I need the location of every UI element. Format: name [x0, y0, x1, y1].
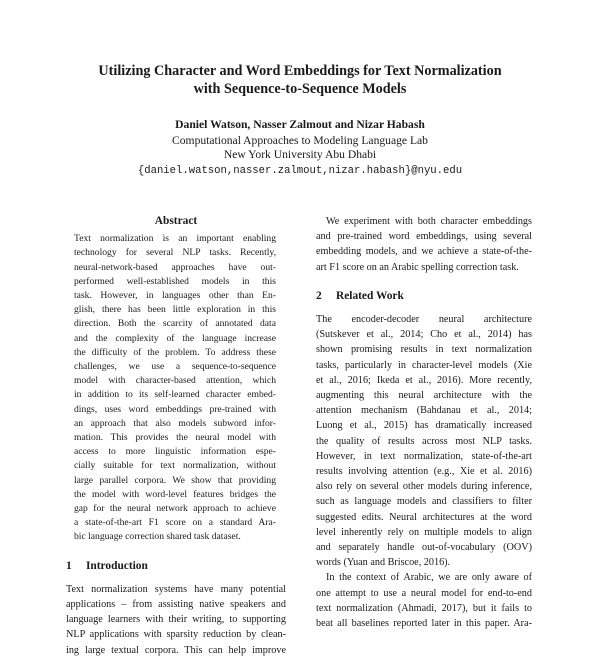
related-work-paragraph: [316, 312, 532, 570]
paragraph-line: words (Yuan and Briscoe, 2016).: [316, 557, 451, 569]
paragraph-line: applications – from assisting native speakers and: [66, 599, 286, 611]
abstract-line: and the complexity of the language increase: [74, 332, 276, 344]
paragraph-line: level inherently rely on multiple models to align: [316, 526, 532, 538]
paragraph-line: ing large textual corpora. This can help improve: [66, 644, 286, 656]
abstract-line: an approach that also models subword infor-: [74, 417, 276, 429]
abstract-line: neural-network-based approaches have out-: [74, 261, 276, 273]
paper-title: [60, 62, 540, 98]
abstract-line: a state-of-the-art F1 score on a standard Ara-: [74, 517, 276, 529]
abstract-line: task. However, in languages other than En-: [74, 290, 276, 302]
introduction-paragraph: [66, 582, 286, 658]
paragraph-line: NLP applications with sparsity reduction by clean-: [66, 629, 286, 641]
author-names: Daniel Watson, Nasser Zalmout and Nizar Habash: [175, 118, 425, 131]
abstract-line: direction. Both the scarcity of annotated data: [74, 318, 276, 330]
abstract-line: mation. This provides the neural model with: [74, 432, 276, 444]
abstract-line: the difficulty of the problem. To address these: [74, 346, 276, 358]
abstract-line: bic language correction shared task dataset.: [74, 531, 241, 543]
paragraph-line: also rely on several other models during inference,: [316, 481, 532, 493]
paragraph-line: such as language models and classifiers to filter: [316, 496, 532, 508]
paragraph-line: embedding models, and we achieve a state-of-the-: [316, 246, 532, 258]
section-title: Related Work: [336, 289, 404, 302]
section-title: Introduction: [86, 559, 148, 572]
paragraph-line: language learners with their writing, to supporting: [66, 614, 286, 626]
paragraph-line: and pre-trained word embeddings, using several: [316, 231, 532, 243]
section-number: 2: [316, 289, 322, 302]
paragraph-line: text normalization (Ahmadi, 2017), but it fails to: [316, 602, 532, 614]
paragraph-line: one attempt to use a neural model for end-to-end: [316, 587, 532, 599]
affiliation-line: New York University Abu Dhabi: [223, 148, 377, 161]
abstract-line: performed well-established models in this: [74, 275, 276, 287]
paragraph-line: the quality of results across most NLP tasks.: [316, 435, 532, 447]
section-heading-related-work: [316, 289, 532, 304]
intro-continuation-paragraph: [316, 214, 532, 275]
abstract-line: technology for several NLP tasks. Recently,: [74, 247, 276, 259]
left-column: [66, 214, 286, 658]
paragraph-line: and separately handle out-of-vocabulary (OOV): [316, 542, 532, 554]
paragraph-line: However, in text normalization, state-of-the-art: [316, 450, 532, 462]
title-line: with Sequence-to-Sequence Models: [193, 81, 407, 97]
abstract-body: [74, 232, 276, 544]
paragraph-line: augmenting this neural architecture with the: [316, 390, 532, 402]
related-work-paragraph-2: [316, 570, 532, 631]
abstract-line: in addition to its self-learned character embed-: [74, 389, 276, 401]
affiliation-line: Computational Approaches to Modeling Language Lab: [172, 134, 428, 147]
abstract-line: glish, there has been little exploration in this: [74, 304, 276, 316]
abstract-line: the model with word-level features bridges the: [74, 488, 276, 500]
paragraph-line: (Sutskever et al., 2014; Cho et al., 2014) has: [316, 329, 532, 341]
right-column: [316, 214, 532, 631]
paragraph-line: tasks, particularly in character-level models (Xie: [316, 359, 532, 371]
section-heading-introduction: [66, 559, 286, 574]
title-line: Utilizing Character and Word Embeddings for Text Normalization: [98, 63, 502, 79]
paragraph-line: Text normalization systems have many potential: [66, 583, 286, 595]
paragraph-line: In the context of Arabic, we are only aware of: [326, 572, 532, 584]
paragraph-line: Luong et al., 2015) has dramatically increased: [316, 420, 532, 432]
abstract-line: dings, uses word embeddings pre-trained with: [74, 403, 276, 415]
paragraph-line: We experiment with both character embeddings: [326, 216, 532, 227]
paragraph-line: The encoder-decoder neural architecture: [316, 314, 532, 326]
abstract-line: access to more linguistic information espe-: [74, 446, 276, 458]
paragraph-line: beat all baselines reported later in this paper. Ara-: [316, 618, 532, 630]
section-number: 1: [66, 559, 72, 572]
abstract-line: large parallel corpora. We show that providing: [74, 474, 276, 486]
paragraph-line: attention mechanism (Bahdanau et al., 2014;: [316, 405, 532, 417]
abstract-line: model with character-based attention, which: [74, 375, 276, 387]
abstract-line: Text normalization is an important enabling: [74, 233, 276, 245]
abstract-line: cially suitable for text normalization, without: [74, 460, 276, 472]
abstract-line: challenges, we use a sequence-to-sequence: [74, 361, 276, 373]
paragraph-line: et al., 2016; Ikeda et al., 2016). More recently,: [316, 374, 532, 386]
author-emails: {daniel.watson,nasser.zalmout,nizar.habash}@nyu.edu: [137, 165, 463, 177]
paragraph-line: results involving attention (e.g., Xie et al. 2016): [316, 466, 532, 478]
author-block: [60, 118, 540, 178]
abstract-heading: Abstract: [154, 215, 198, 227]
paragraph-line: suggested edits. Neural architectures at the word: [316, 511, 532, 523]
abstract-line: gap for the neural network approach to achieve: [74, 503, 276, 515]
paragraph-line: shown promising results in text normalization: [316, 344, 532, 356]
paragraph-line: art F1 score on an Arabic spelling correction task.: [316, 261, 519, 273]
